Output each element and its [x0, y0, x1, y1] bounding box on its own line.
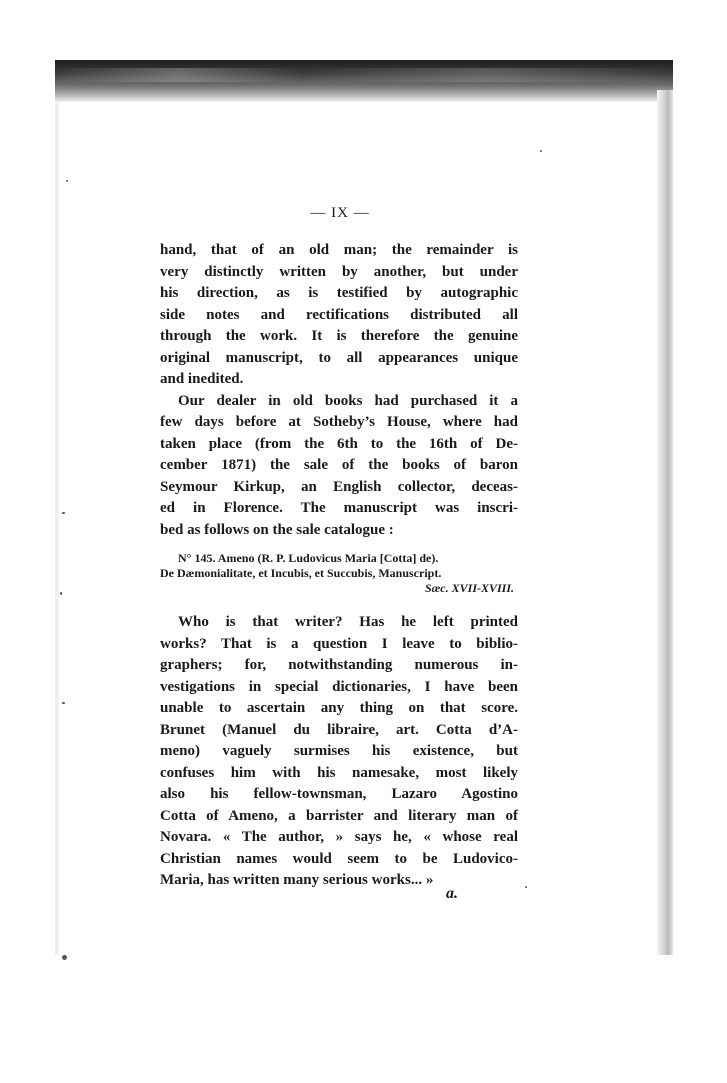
scan-speck: [62, 955, 67, 960]
text-line: meno) vaguely surmises his existence, but: [160, 743, 518, 759]
body-text: [160, 240, 518, 892]
scan-right-edge: [657, 90, 673, 955]
signature-mark: a.: [446, 885, 458, 902]
scan-speck: [66, 180, 68, 182]
catalogue-line: De Dæmonialitate, et Incubis, et Succubis, Manuscript.: [160, 566, 442, 580]
text-line: Our dealer in old books had purchased it a: [178, 392, 518, 409]
text-line: confuses him with his namesake, most likely: [160, 764, 518, 781]
paragraph-1: [160, 240, 518, 391]
text-line: few days before at Sotheby’s House, where had: [160, 414, 518, 430]
text-line: graphers; for, notwithstanding numerous in-: [160, 657, 518, 673]
text-line: cember 1871) the sale of the books of baron: [160, 457, 518, 473]
text-line: through the work. It is therefore the genuine: [160, 328, 518, 344]
text-line: Christian names would seem to be Ludovico-: [160, 850, 518, 867]
text-line: vestigations in special dictionaries, I have been: [160, 678, 518, 695]
text-line: original manuscript, to all appearances unique: [160, 349, 518, 366]
running-head: — IX —: [310, 205, 370, 221]
text-line: side notes and rectifications distributed all: [160, 306, 518, 323]
text-line: Novara. « The author, » says he, « whose real: [160, 829, 518, 845]
text-line: and inedited.: [160, 371, 244, 387]
scan-left-edge: [55, 102, 59, 955]
text-line: Who is that writer? Has he left printed: [178, 614, 518, 630]
text-line: unable to ascertain any thing on that score.: [160, 700, 518, 716]
text-line: taken place (from the 6th to the 16th of De-: [160, 435, 518, 452]
scan-speck: [540, 150, 542, 152]
catalogue-line: Sæc. XVII-XVIII.: [424, 581, 514, 595]
scan-speck: [62, 512, 65, 514]
scan-speck: [525, 886, 527, 888]
scan-top-streak: [55, 68, 673, 82]
text-line: Maria, has written many serious works... »: [160, 872, 434, 888]
text-line: ed in Florence. The manuscript was inscri-: [160, 500, 518, 516]
text-line: Brunet (Manuel du libraire, art. Cotta d’A-: [160, 721, 518, 738]
text-line: very distinctly written by another, but under: [160, 263, 518, 280]
paragraph-2: [160, 391, 518, 542]
text-line: his direction, as is testified by autographic: [160, 285, 518, 301]
text-line: bed as follows on the sale catalogue :: [160, 521, 394, 538]
text-line: works? That is a question I leave to biblio-: [160, 635, 518, 652]
catalogue-line: N° 145. Ameno (R. P. Ludovicus Maria [Cotta] de).: [178, 551, 439, 565]
paragraph-3: [160, 612, 518, 892]
text-line: Cotta of Ameno, a barrister and literary man of: [160, 807, 518, 824]
text-line: hand, that of an old man; the remainder is: [160, 242, 518, 258]
text-line: also his fellow-townsman, Lazaro Agostino: [160, 786, 518, 802]
catalogue-entry: [160, 551, 518, 596]
text-line: Seymour Kirkup, an English collector, deceas-: [160, 478, 518, 495]
scan-speck: [60, 592, 62, 595]
scan-speck: [62, 702, 65, 704]
